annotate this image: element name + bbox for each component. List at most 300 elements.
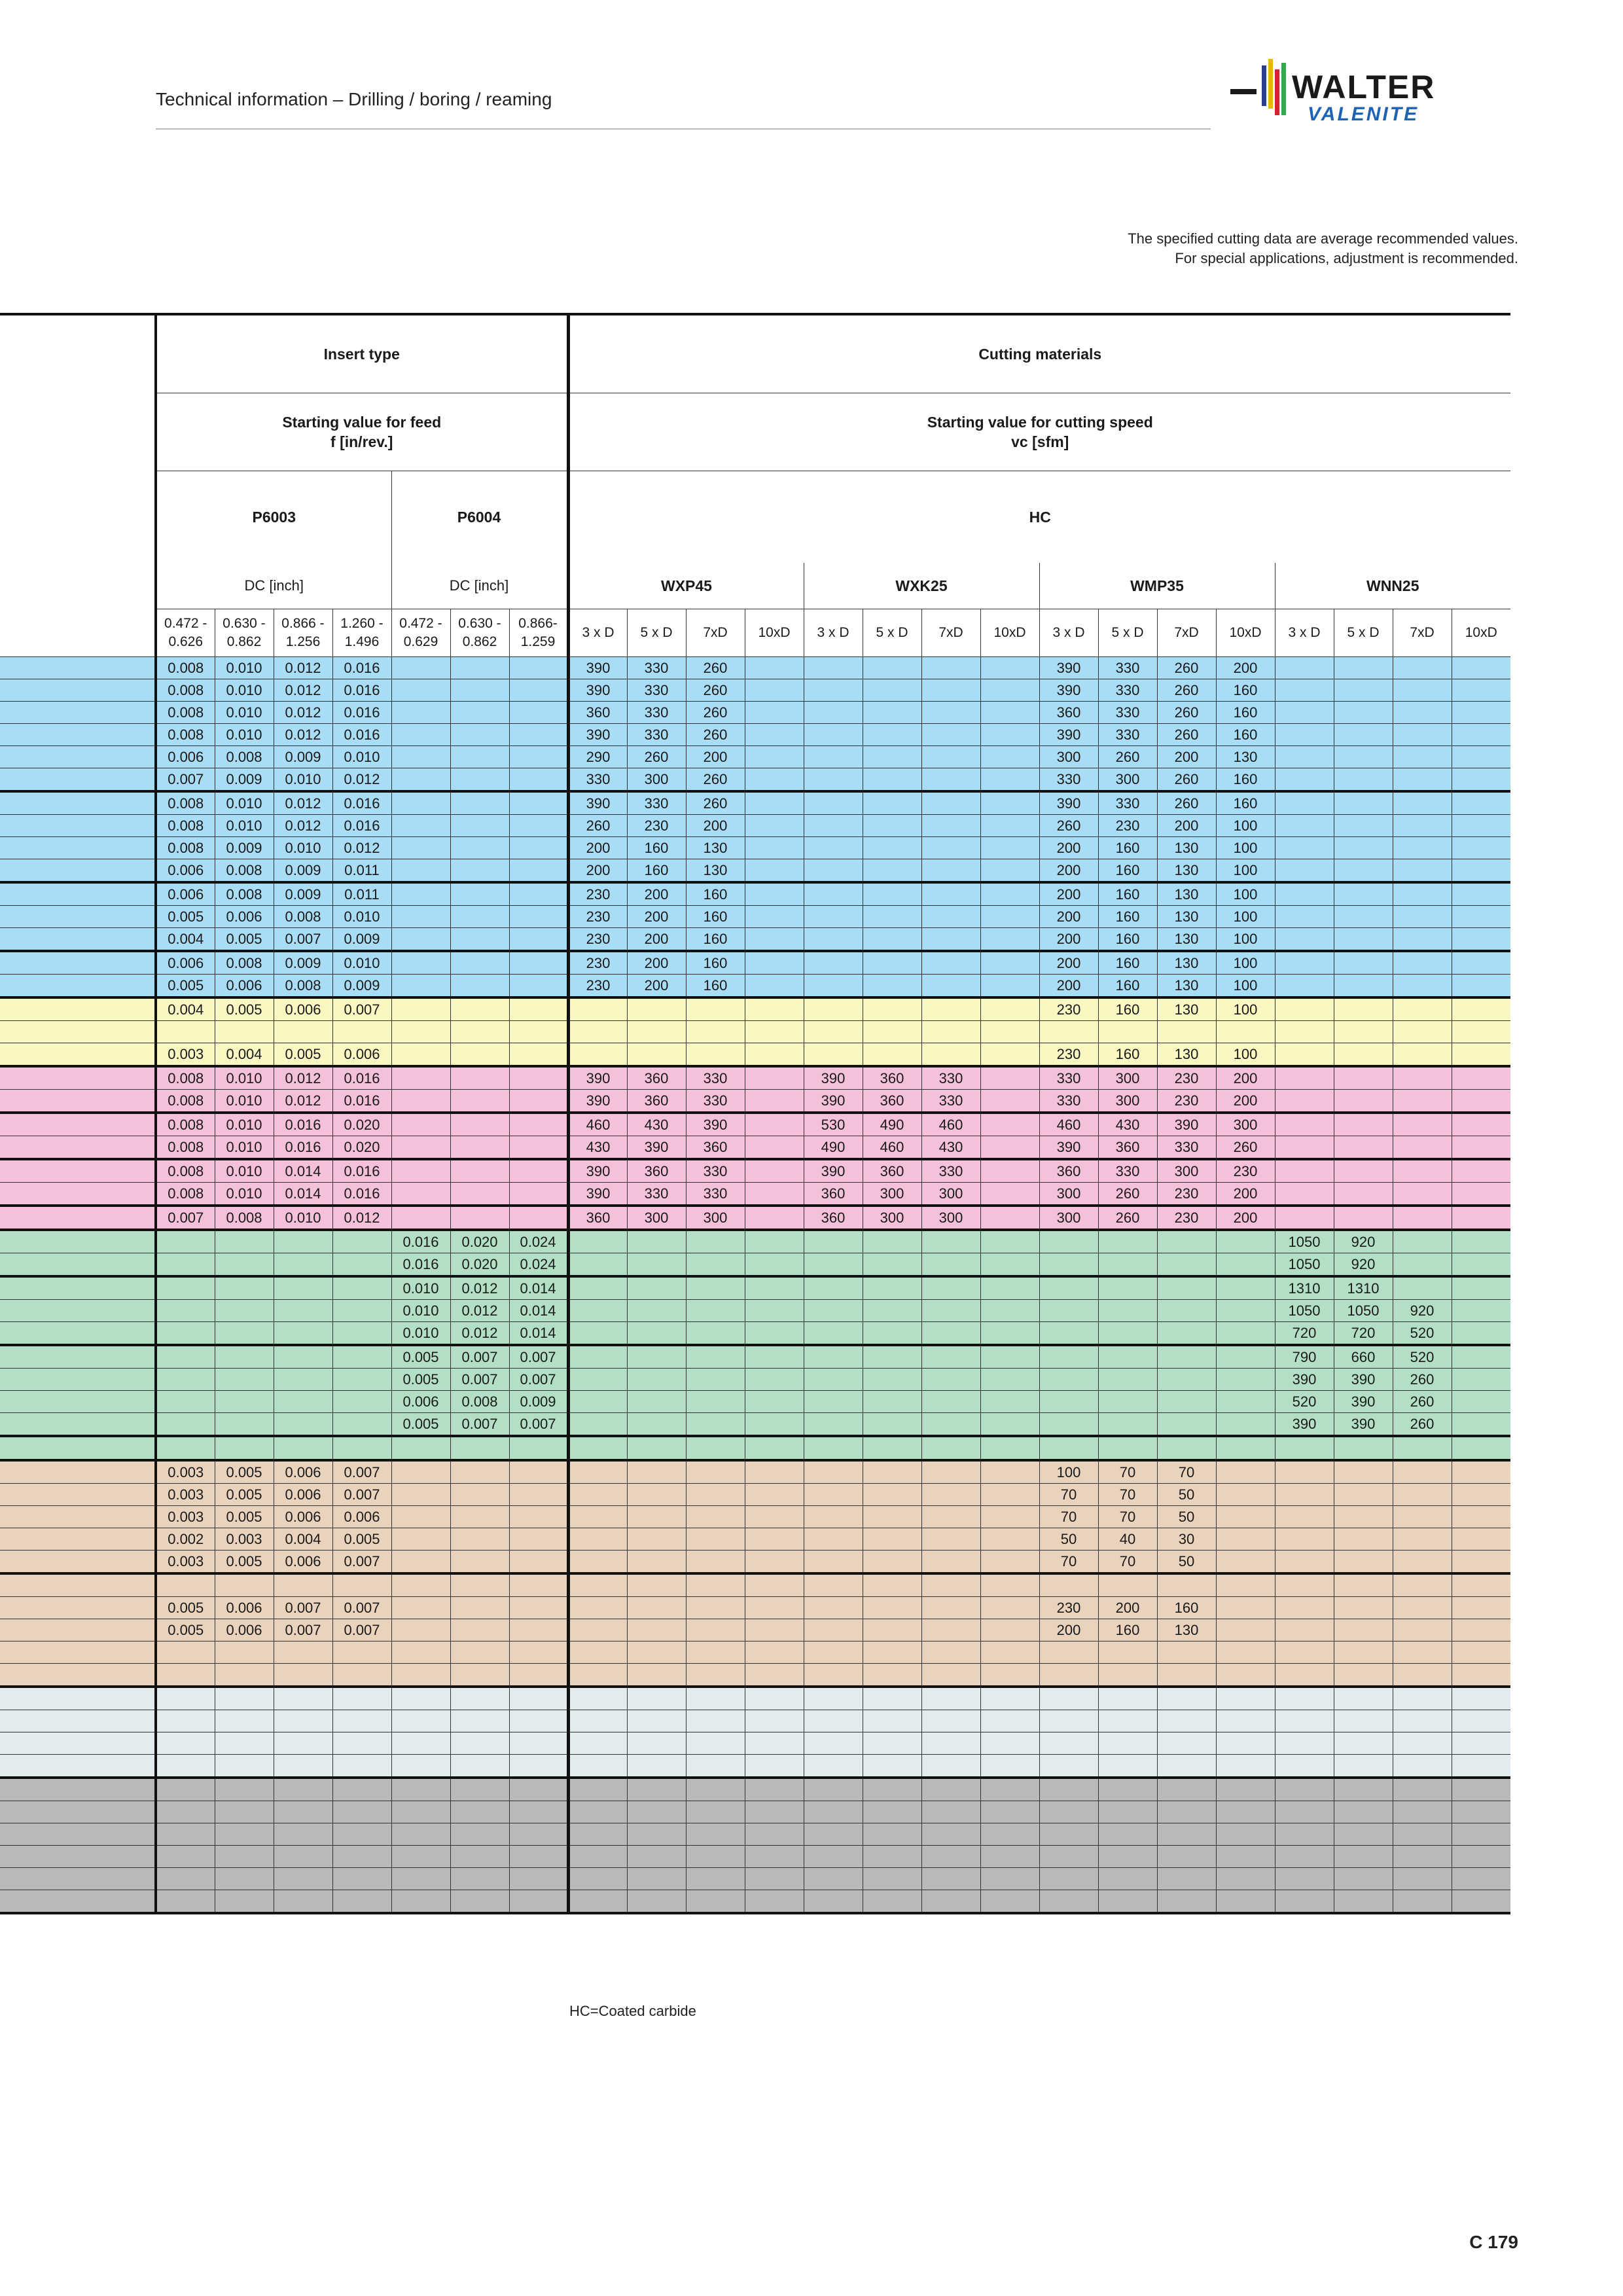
table-cell [921,657,980,679]
table-cell [509,815,568,837]
table-cell [1393,837,1452,859]
table-cell [1452,1846,1510,1868]
table-row [0,928,1510,952]
table-cell [863,1619,921,1641]
table-cell [568,1801,627,1823]
table-cell [745,1300,804,1322]
table-cell [980,1846,1039,1868]
table-cell [627,1436,686,1460]
row-stub [0,1043,156,1067]
table-cell [627,1755,686,1778]
table-cell [1275,746,1334,768]
table-cell [274,1710,332,1732]
table-cell: 0.005 [156,975,215,998]
table-cell [804,1369,863,1391]
table-cell [1334,1641,1393,1664]
table-cell [745,1528,804,1551]
table-cell [1393,791,1452,815]
table-cell: 200 [627,975,686,998]
table-cell [274,1391,332,1413]
table-cell [1452,837,1510,859]
depth-col-wxp45-10xd: 10xD [745,609,804,657]
table-cell: 0.020 [332,1136,391,1160]
table-cell: 50 [1039,1528,1098,1551]
row-stub [0,1597,156,1619]
table-cell: 230 [1157,1206,1216,1230]
table-cell [1393,975,1452,998]
table-cell [627,1021,686,1043]
table-cell: 200 [1039,859,1098,883]
grade-p6004: P6004 [391,471,568,564]
table-cell: 160 [686,928,745,952]
table-cell: 70 [1098,1484,1157,1506]
table-cell [745,724,804,746]
table-cell [1216,1253,1275,1277]
table-cell [332,1021,391,1043]
table-cell [686,1300,745,1322]
table-cell [745,975,804,998]
table-cell [156,1687,215,1710]
table-cell [450,1868,509,1890]
table-cell [980,1506,1039,1528]
table-cell: 0.007 [274,1619,332,1641]
table-cell [1334,1484,1393,1506]
table-cell [1334,1573,1393,1597]
table-cell: 0.010 [215,815,274,837]
table-cell [1452,1159,1510,1183]
row-stub [0,679,156,702]
table-cell: 300 [863,1183,921,1206]
table-cell [215,1801,274,1823]
table-cell [450,1506,509,1528]
table-cell [1334,746,1393,768]
table-cell [1393,1136,1452,1160]
table-cell [1393,1801,1452,1823]
table-cell [274,1823,332,1846]
table-cell: 0.011 [332,882,391,906]
table-row [0,859,1510,883]
row-stub [0,1159,156,1183]
table-cell: 30 [1157,1528,1216,1551]
table-cell [980,791,1039,815]
table-cell [745,1253,804,1277]
table-cell: 50 [1157,1551,1216,1574]
table-cell [1275,1021,1334,1043]
table-cell: 0.006 [215,1619,274,1641]
table-cell [745,951,804,975]
table-cell [391,1528,450,1551]
table-cell [1098,1823,1157,1846]
table-cell [1393,679,1452,702]
table-cell [1216,1021,1275,1043]
header-divider [156,128,1211,130]
table-cell [215,1778,274,1801]
table-cell [1275,1732,1334,1755]
table-cell: 1050 [1275,1230,1334,1253]
row-stub [0,1345,156,1369]
table-cell: 50 [1157,1484,1216,1506]
table-row [0,1823,1510,1846]
table-cell [804,1732,863,1755]
table-cell [980,951,1039,975]
table-cell: 430 [1098,1113,1157,1136]
table-cell: 0.006 [332,1506,391,1528]
depth-col-wxp45-5xd: 5 x D [627,609,686,657]
table-cell [863,1484,921,1506]
subgrade-wmp35: WMP35 [1039,563,1275,609]
table-cell [863,1391,921,1413]
table-cell: 0.016 [332,1183,391,1206]
table-cell: 390 [804,1090,863,1113]
table-cell: 0.012 [332,1206,391,1230]
table-cell [1275,1823,1334,1846]
table-cell: 390 [568,657,627,679]
depth-col-wxp45-3xd: 3 x D [568,609,627,657]
table-cell [274,1436,332,1460]
range-p6004-2: 0.630 - 0.862 [450,609,509,657]
table-cell [1039,1801,1098,1823]
table-cell [1098,1230,1157,1253]
table-cell: 0.008 [215,882,274,906]
table-cell: 0.007 [332,1460,391,1484]
table-cell [391,906,450,928]
speed-header [568,393,1510,471]
table-cell [745,1755,804,1778]
table-cell: 0.009 [274,859,332,883]
table-cell [921,679,980,702]
table-cell [804,768,863,792]
table-cell: 0.006 [274,1506,332,1528]
table-cell [1216,1823,1275,1846]
table-cell: 460 [1039,1113,1098,1136]
table-cell [921,951,980,975]
table-cell [921,1043,980,1067]
table-cell [804,1484,863,1506]
table-row [0,1619,1510,1641]
depth-col-wxp45-7xd: 7xD [686,609,745,657]
table-cell [391,1460,450,1484]
row-stub [0,1846,156,1868]
table-row [0,837,1510,859]
table-row [0,1597,1510,1619]
table-cell: 0.007 [450,1345,509,1369]
table-cell: 100 [1216,928,1275,952]
table-cell [568,1890,627,1914]
table-cell [804,1573,863,1597]
table-cell [1275,1710,1334,1732]
table-cell [1098,1253,1157,1277]
table-cell [921,815,980,837]
table-cell: 0.003 [156,1484,215,1506]
table-cell: 0.012 [274,657,332,679]
table-cell [745,859,804,883]
table-cell [863,1641,921,1664]
table-cell: 230 [568,882,627,906]
table-cell [215,1230,274,1253]
table-cell [1393,1253,1452,1277]
table-cell [804,1619,863,1641]
table-cell [1452,1868,1510,1890]
table-cell: 0.009 [274,951,332,975]
table-cell: 0.016 [332,702,391,724]
table-cell [1393,768,1452,792]
table-cell [391,882,450,906]
table-cell [745,1641,804,1664]
table-cell: 0.006 [332,1043,391,1067]
table-cell [1039,1413,1098,1437]
table-cell [686,1619,745,1641]
table-cell [804,746,863,768]
table-cell: 260 [1157,679,1216,702]
table-cell: 360 [863,1066,921,1090]
table-cell [568,1276,627,1300]
table-row [0,1573,1510,1597]
table-cell [921,997,980,1021]
table-cell [1334,657,1393,679]
table-cell: 1050 [1275,1253,1334,1277]
table-cell: 260 [686,791,745,815]
table-cell: 230 [1157,1066,1216,1090]
table-cell [1393,882,1452,906]
table-cell [804,1755,863,1778]
table-cell: 0.012 [274,815,332,837]
table-cell: 0.010 [332,906,391,928]
table-cell [274,1687,332,1710]
table-cell [391,1597,450,1619]
table-cell: 160 [1216,768,1275,792]
table-cell [804,702,863,724]
table-cell [1157,1687,1216,1710]
table-cell: 160 [1098,951,1157,975]
table-cell: 0.005 [215,1551,274,1574]
table-cell: 0.006 [156,951,215,975]
table-cell [863,906,921,928]
table-cell: 160 [1098,859,1157,883]
table-cell [921,975,980,998]
row-stub [0,928,156,952]
table-cell: 300 [1039,1206,1098,1230]
table-cell [568,1436,627,1460]
table-cell [1334,1528,1393,1551]
table-cell [745,1664,804,1687]
table-cell [1275,1436,1334,1460]
row-stub [0,1710,156,1732]
table-cell [804,1823,863,1846]
header-spacer [0,314,156,657]
table-cell [332,1573,391,1597]
table-cell: 300 [921,1183,980,1206]
table-cell [1452,1778,1510,1801]
row-stub [0,1619,156,1641]
table-cell [980,1664,1039,1687]
table-cell [509,1868,568,1890]
table-cell [1157,1868,1216,1890]
table-cell: 0.004 [274,1528,332,1551]
table-cell [509,1159,568,1183]
table-cell [1334,1551,1393,1574]
table-cell [391,1573,450,1597]
table-row [0,882,1510,906]
table-cell [863,951,921,975]
table-row [0,1528,1510,1551]
table-cell [391,768,450,792]
row-stub [0,1253,156,1277]
table-cell [1157,1823,1216,1846]
table-cell: 0.007 [509,1345,568,1369]
table-cell: 0.008 [156,679,215,702]
table-cell: 0.006 [156,859,215,883]
table-cell: 520 [1393,1345,1452,1369]
table-cell: 0.014 [509,1300,568,1322]
table-cell: 390 [627,1136,686,1160]
table-cell [1393,1528,1452,1551]
table-cell [1393,746,1452,768]
table-cell [450,1528,509,1551]
row-stub [0,1868,156,1890]
table-cell: 260 [686,724,745,746]
table-cell [863,1755,921,1778]
table-cell [509,1506,568,1528]
table-cell [509,1551,568,1574]
table-cell [745,837,804,859]
table-cell: 0.008 [274,906,332,928]
table-cell: 520 [1393,1322,1452,1346]
table-cell [686,1890,745,1914]
table-cell: 330 [568,768,627,792]
table-cell [627,1890,686,1914]
table-cell [450,1159,509,1183]
table-cell [332,1868,391,1890]
table-cell [1452,951,1510,975]
table-cell: 200 [1216,1090,1275,1113]
depth-col-wmp35-7xd: 7xD [1157,609,1216,657]
table-row [0,1183,1510,1206]
table-cell [686,1230,745,1253]
row-stub [0,1755,156,1778]
table-cell [509,1573,568,1597]
table-cell [1216,1664,1275,1687]
row-stub [0,1484,156,1506]
table-cell [863,997,921,1021]
table-cell: 200 [1098,1597,1157,1619]
table-cell [686,1345,745,1369]
table-cell [1039,1322,1098,1346]
table-cell [1393,1868,1452,1890]
table-cell: 0.012 [332,837,391,859]
table-cell [804,1300,863,1322]
table-cell: 130 [686,837,745,859]
table-cell [1216,1300,1275,1322]
table-cell [568,1506,627,1528]
table-cell: 0.008 [156,1066,215,1090]
table-cell: 200 [627,928,686,952]
table-cell [332,1413,391,1437]
table-cell [1334,1846,1393,1868]
footnote: HC=Coated carbide [569,2003,696,2019]
table-row [0,1506,1510,1528]
table-cell [450,1113,509,1136]
table-cell [332,1664,391,1687]
table-cell [627,1868,686,1890]
table-cell [921,1551,980,1574]
table-cell [1452,791,1510,815]
table-row [0,906,1510,928]
table-cell [921,1619,980,1641]
table-cell [745,1868,804,1890]
table-cell [1452,1136,1510,1160]
table-cell: 0.006 [274,997,332,1021]
table-cell [1452,1391,1510,1413]
table-cell: 0.012 [332,768,391,792]
table-cell [332,1391,391,1413]
table-cell: 0.006 [391,1391,450,1413]
table-cell [332,1436,391,1460]
table-cell [1452,1664,1510,1687]
table-cell [1275,1043,1334,1067]
row-stub [0,791,156,815]
table-row [0,1484,1510,1506]
table-cell: 200 [1157,746,1216,768]
table-row [0,679,1510,702]
table-cell [1039,1573,1098,1597]
table-cell: 70 [1098,1506,1157,1528]
table-cell: 200 [1039,975,1098,998]
table-cell [804,975,863,998]
table-cell [863,791,921,815]
table-cell [1157,1710,1216,1732]
table-cell [745,1619,804,1641]
table-cell [568,1300,627,1322]
table-cell [863,1778,921,1801]
table-cell [863,1573,921,1597]
table-cell [391,1641,450,1664]
table-cell [1216,1710,1275,1732]
table-cell: 360 [568,702,627,724]
table-cell: 0.020 [450,1230,509,1253]
table-cell: 390 [804,1159,863,1183]
table-cell [450,768,509,792]
table-cell [745,1413,804,1437]
table-cell [980,1391,1039,1413]
table-cell: 0.008 [450,1391,509,1413]
table-cell [1452,1413,1510,1437]
table-cell [450,1823,509,1846]
table-cell: 0.010 [215,1066,274,1090]
row-stub [0,1890,156,1914]
table-cell [686,1413,745,1437]
table-cell [215,1823,274,1846]
table-cell [450,1687,509,1710]
table-cell [627,1322,686,1346]
table-cell: 160 [686,951,745,975]
table-cell: 390 [1334,1413,1393,1437]
table-cell [1334,928,1393,952]
row-stub [0,975,156,998]
table-cell [1275,975,1334,998]
table-cell [215,1300,274,1322]
table-cell [1275,657,1334,679]
table-cell: 200 [1039,928,1098,952]
table-cell: 360 [1039,702,1098,724]
table-cell: 330 [627,791,686,815]
table-cell [921,1687,980,1710]
table-cell [1393,859,1452,883]
table-cell: 0.024 [509,1230,568,1253]
table-cell [863,724,921,746]
table-cell [921,1391,980,1413]
row-stub [0,1732,156,1755]
table-cell [1334,882,1393,906]
